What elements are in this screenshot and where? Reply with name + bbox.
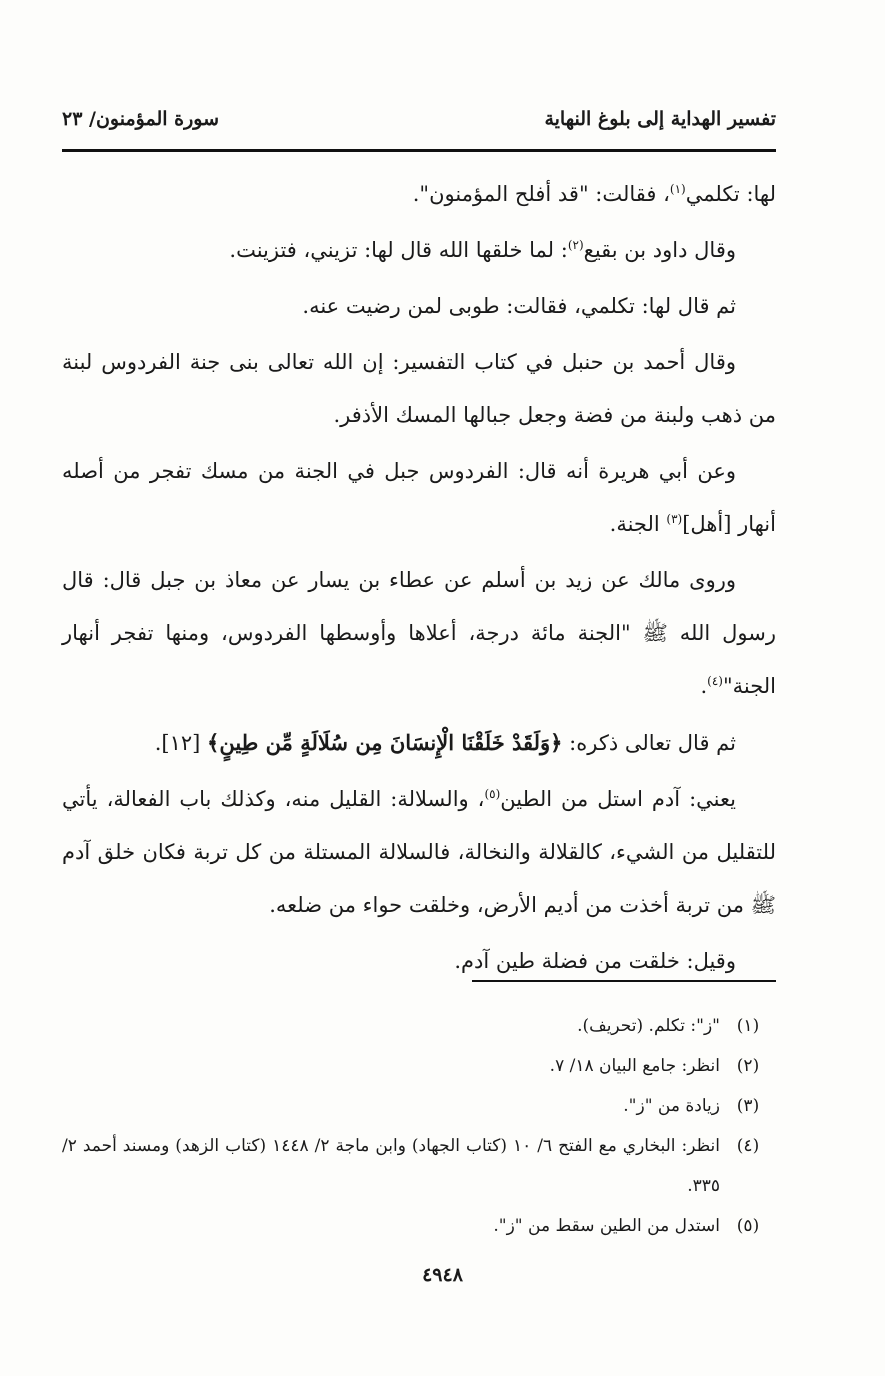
surah-title: سورة المؤمنون/ ٢٣: [62, 108, 220, 130]
paragraph-text: وقيل: خلقت من فضلة طين آدم.: [454, 949, 736, 973]
footnote-1: [62, 1006, 776, 1046]
paragraph-text: وعن أبي هريرة أنه قال: الفردوس جبل في الجنة من مسك تفجر من أصله أنهار [أهل]: [62, 459, 776, 536]
paragraph-4: [62, 336, 776, 442]
footnote-text: "ز": تكلم. (تحريف).: [577, 1016, 720, 1036]
paragraph-text: ، والسلالة: القليل منه، وكذلك باب الفعالة، يأتي للتقليل من الشيء، كالقلالة والنخالة، فالسلالة المستلة من كل تربة فكان خلق آدم ﷺ من تربة أخذت من أديم الأرض، وخلقت حواء من ضلعه.: [62, 787, 776, 917]
book-title: تفسير الهداية إلى بلوغ النهاية: [544, 108, 776, 130]
footnote-number: (١): [736, 1016, 760, 1036]
paragraph-1: [62, 168, 776, 221]
footnotes: [62, 1006, 776, 1246]
paragraph-text: ، فقالت: "قد أفلح المؤمنون".: [412, 182, 670, 206]
footnote-text: انظر: البخاري مع الفتح ٦/ ١٠ (كتاب الجهاد) وابن ماجة ٢/ ١٤٤٨ (كتاب الزهد) ومسند أحمد ٢/ ٣٣٥.: [62, 1136, 720, 1196]
paragraph-text: يعني: آدم استل من الطين: [500, 787, 736, 811]
paragraph-8: [62, 773, 776, 932]
footnote-rule: [472, 980, 776, 982]
paragraph-text: وقال داود بن بقيع: [583, 238, 736, 262]
paragraph-text: ثم قال لها: تكلمي، فقالت: طوبى لمن رضيت عنه.: [302, 294, 736, 318]
paragraph-7: [62, 716, 776, 770]
paragraph-text: ثم قال تعالى ذكره:: [562, 731, 736, 755]
paragraph-text: .: [700, 674, 708, 698]
footnote-number: (٢): [736, 1056, 760, 1076]
paragraph-5: [62, 445, 776, 551]
paragraph-text: الجنة.: [609, 512, 667, 536]
running-header: [62, 108, 776, 148]
paragraph-text: لها: تكلمي: [685, 182, 776, 206]
footnote-ref-4[interactable]: (٤): [707, 674, 723, 688]
paragraph-text: وقال أحمد بن حنبل في كتاب التفسير: إن الله تعالى بنى جنة الفردوس لبنة من ذهب ولبنة من فضة وجعل جبالها المسك الأذفر.: [62, 350, 776, 427]
footnote-ref-1[interactable]: (١): [669, 182, 686, 196]
footnote-ref-3[interactable]: (٣): [666, 512, 683, 526]
footnote-number: (٣): [736, 1096, 760, 1116]
paragraph-6: [62, 554, 776, 713]
paragraph-text: : لما خلقها الله قال لها: تزيني، فتزينت.: [229, 238, 568, 262]
footnote-number: (٤): [736, 1136, 760, 1156]
page-number: ٤٩٤٨: [422, 1264, 463, 1286]
footnote-text: استدل من الطين سقط من "ز".: [493, 1216, 720, 1236]
main-text: [62, 168, 776, 991]
paragraph-3: [62, 280, 776, 333]
footnote-ref-5[interactable]: (٥): [484, 787, 501, 801]
paragraph-text: وروى مالك عن زيد بن أسلم عن عطاء بن يسار عن معاذ بن جبل قال: قال رسول الله ﷺ "الجنة مائة درجة، أعلاها وأوسطها الفردوس، ومنها تفجر أنهار الجنة": [62, 568, 776, 698]
footnote-3: [62, 1086, 776, 1126]
footnote-5: [62, 1206, 776, 1246]
footnote-number: (٥): [736, 1216, 760, 1236]
footnote-2: [62, 1046, 776, 1086]
header-rule: [62, 149, 776, 152]
quran-verse: ﴿وَلَقَدْ خَلَقْنَا الْإِنسَانَ مِن سُلَالَةٍ مِّن طِينٍ﴾: [207, 730, 563, 755]
paragraph-2: [62, 224, 776, 277]
footnote-text: انظر: جامع البيان ١٨/ ٧.: [549, 1056, 720, 1076]
footnote-4: [62, 1126, 776, 1206]
footnote-text: زيادة من "ز".: [623, 1096, 720, 1116]
footnote-ref-2[interactable]: (٢): [567, 238, 584, 252]
paragraph-text: [١٢].: [154, 731, 208, 755]
